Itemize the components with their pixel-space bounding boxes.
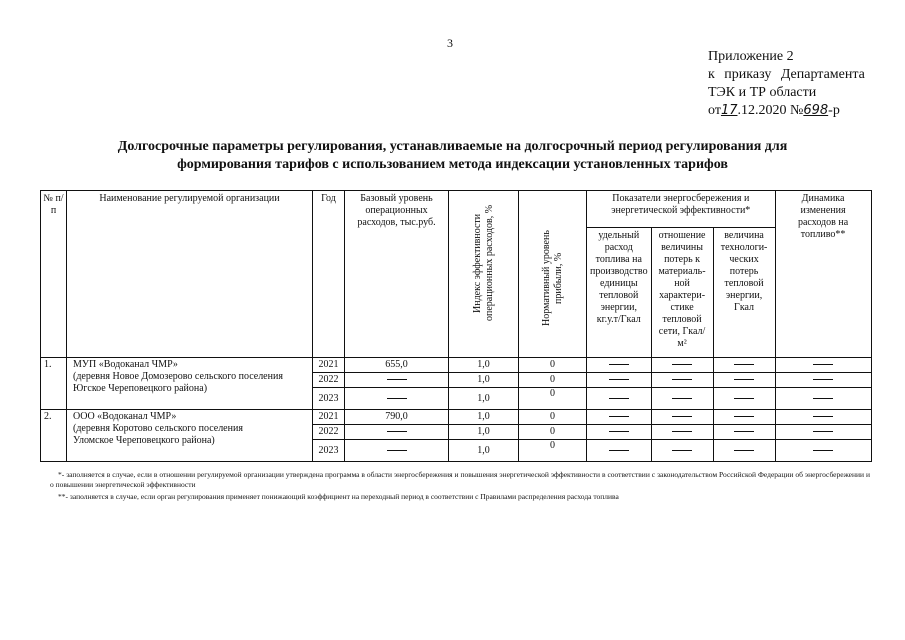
dash-mark xyxy=(609,416,629,417)
dash-cell xyxy=(345,425,449,440)
dash-mark xyxy=(813,450,833,451)
dash-cell xyxy=(713,425,775,440)
org-2-index-1: 1,0 xyxy=(449,410,519,425)
org-2-profit-1: 0 xyxy=(519,410,587,425)
org-2-index-2: 1,0 xyxy=(449,425,519,440)
header-fuel-dynamics: Динамика изменения расходов на топливо** xyxy=(775,191,871,358)
dash-cell xyxy=(651,440,713,462)
profit-level-label: Нормативный уровень прибыли, % xyxy=(540,230,564,326)
org-1-name-line3: Югское Череповецкого района) xyxy=(73,383,208,394)
dash-mark xyxy=(734,431,754,432)
dash-cell xyxy=(345,373,449,388)
org-1-profit-3: 0 xyxy=(519,388,587,410)
dash-mark xyxy=(813,416,833,417)
dash-cell xyxy=(775,410,871,425)
dash-mark xyxy=(609,431,629,432)
date-prefix: от xyxy=(708,103,721,118)
dash-mark xyxy=(672,431,692,432)
org-1-index-2: 1,0 xyxy=(449,373,519,388)
dash-mark xyxy=(734,450,754,451)
dash-mark xyxy=(734,364,754,365)
header-tech-losses: величина технологи-ческих потерь тепловой энергии, Гкал xyxy=(713,228,775,358)
dash-cell xyxy=(775,440,871,462)
org-2-name-line1: ООО «Водоканал ЧМР» xyxy=(73,411,177,422)
org-1-name-line2: (деревня Новое Домозерово сельского поселения xyxy=(73,371,283,382)
title-line-2: формирования тарифов с использованием метода индексации установленных тарифов xyxy=(177,157,728,172)
header-base-cost: Базовый уровень операционных расходов, тыс.руб. xyxy=(345,191,449,358)
org-1-name xyxy=(67,358,313,410)
header-year: Год xyxy=(313,191,345,358)
dash-cell xyxy=(775,358,871,373)
appendix-line-3: ТЭК и ТР области xyxy=(708,85,817,100)
org-2-year-2: 2022 xyxy=(313,425,345,440)
dash-mark xyxy=(813,379,833,380)
order-suffix: -р xyxy=(828,103,840,118)
dash-cell xyxy=(775,425,871,440)
dash-cell xyxy=(651,410,713,425)
org-1-year-2: 2022 xyxy=(313,373,345,388)
org-2-profit-2: 0 xyxy=(519,425,587,440)
org-2-base-1: 790,0 xyxy=(345,410,449,425)
dash-mark xyxy=(387,431,407,432)
dash-mark xyxy=(672,379,692,380)
header-efficiency-index xyxy=(449,191,519,358)
org-2-name xyxy=(67,410,313,462)
dash-cell xyxy=(713,373,775,388)
title-line-1: Долгосрочные параметры регулирования, устанавливаемые на долгосрочный период регулирования для xyxy=(117,139,788,154)
header-num: № п/п xyxy=(41,191,67,358)
org-2-name-line3: Уломское Череповецкого района) xyxy=(73,435,215,446)
dash-mark xyxy=(387,398,407,399)
dash-mark xyxy=(672,416,692,417)
org-2-num: 2. xyxy=(41,410,67,462)
footnote-1: *- заполняется в случае, если в отношении регулируемой организации утверждена программа в области энергосбережения и повышения энергетической эффективности в соответствии с законодательством Российской Федерации об энергосбережении и о повышении энергетической эффективности xyxy=(50,470,870,489)
dash-mark xyxy=(609,364,629,365)
dash-mark xyxy=(609,379,629,380)
dash-cell xyxy=(345,388,449,410)
org-2-name-line2: (деревня Коротово сельского поселения xyxy=(73,423,243,434)
dash-cell xyxy=(651,425,713,440)
dash-cell xyxy=(587,440,652,462)
dash-mark xyxy=(813,364,833,365)
org-1-index-3: 1,0 xyxy=(449,388,519,410)
dash-mark xyxy=(672,364,692,365)
page-number: 3 xyxy=(447,36,453,50)
dash-mark xyxy=(734,379,754,380)
dash-cell xyxy=(713,440,775,462)
dash-mark xyxy=(672,450,692,451)
dash-cell xyxy=(713,388,775,410)
dash-mark xyxy=(387,379,407,380)
org-2-profit-3: 0 xyxy=(519,440,587,462)
org-1-year-1: 2021 xyxy=(313,358,345,373)
org-1-profit-1: 0 xyxy=(519,358,587,373)
dash-mark xyxy=(734,416,754,417)
org-2-index-3: 1,0 xyxy=(449,440,519,462)
appendix-block xyxy=(708,48,865,120)
parameters-table xyxy=(40,190,872,462)
org-1-year-3: 2023 xyxy=(313,388,345,410)
efficiency-index-label: Индекс эффективности операционных расходов, % xyxy=(471,204,495,322)
date-rest: .12.2020 № xyxy=(737,103,804,118)
appendix-date-line xyxy=(708,102,865,120)
header-loss-ratio: отношение величины потерь к материаль-ной характери-стике тепловой сети, Гкал/м² xyxy=(651,228,713,358)
dash-cell xyxy=(775,388,871,410)
header-specific-fuel: удельный расход топлива на производство единицы тепловой энергии, кг.у.т/Гкал xyxy=(587,228,652,358)
dash-mark xyxy=(813,431,833,432)
header-profit-level xyxy=(519,191,587,358)
dash-mark xyxy=(387,450,407,451)
dash-cell xyxy=(713,358,775,373)
dash-cell xyxy=(587,373,652,388)
footnote-2: **- заполняется в случае, если орган регулирования применяет понижающий коэффициент на переходный период в соответствии с Правилами распределения расхода топлива xyxy=(58,492,619,501)
dash-cell xyxy=(587,410,652,425)
order-number-handwritten: 698 xyxy=(803,103,829,118)
appendix-line-1: Приложение 2 xyxy=(708,49,794,64)
dash-cell xyxy=(775,373,871,388)
dash-cell xyxy=(587,388,652,410)
org-2-year-3: 2023 xyxy=(313,440,345,462)
header-energy-group: Показатели энергосбережения и энергетической эффективности* xyxy=(587,191,776,228)
org-1-profit-2: 0 xyxy=(519,373,587,388)
org-2-year-1: 2021 xyxy=(313,410,345,425)
dash-mark xyxy=(609,398,629,399)
date-day-handwritten: 17 xyxy=(720,103,738,118)
dash-mark xyxy=(672,398,692,399)
dash-mark xyxy=(609,450,629,451)
header-org: Наименование регулируемой организации xyxy=(67,191,313,358)
dash-mark xyxy=(734,398,754,399)
dash-cell xyxy=(587,358,652,373)
appendix-line-2: к приказу Департамента xyxy=(708,67,865,82)
dash-cell xyxy=(651,358,713,373)
dash-cell xyxy=(345,440,449,462)
dash-cell xyxy=(587,425,652,440)
document-title xyxy=(60,138,845,174)
dash-cell xyxy=(713,410,775,425)
org-1-index-1: 1,0 xyxy=(449,358,519,373)
dash-cell xyxy=(651,388,713,410)
dash-mark xyxy=(813,398,833,399)
org-1-name-line1: МУП «Водоканал ЧМР» xyxy=(73,359,178,370)
dash-cell xyxy=(651,373,713,388)
org-1-num: 1. xyxy=(41,358,67,410)
org-1-base-1: 655,0 xyxy=(345,358,449,373)
